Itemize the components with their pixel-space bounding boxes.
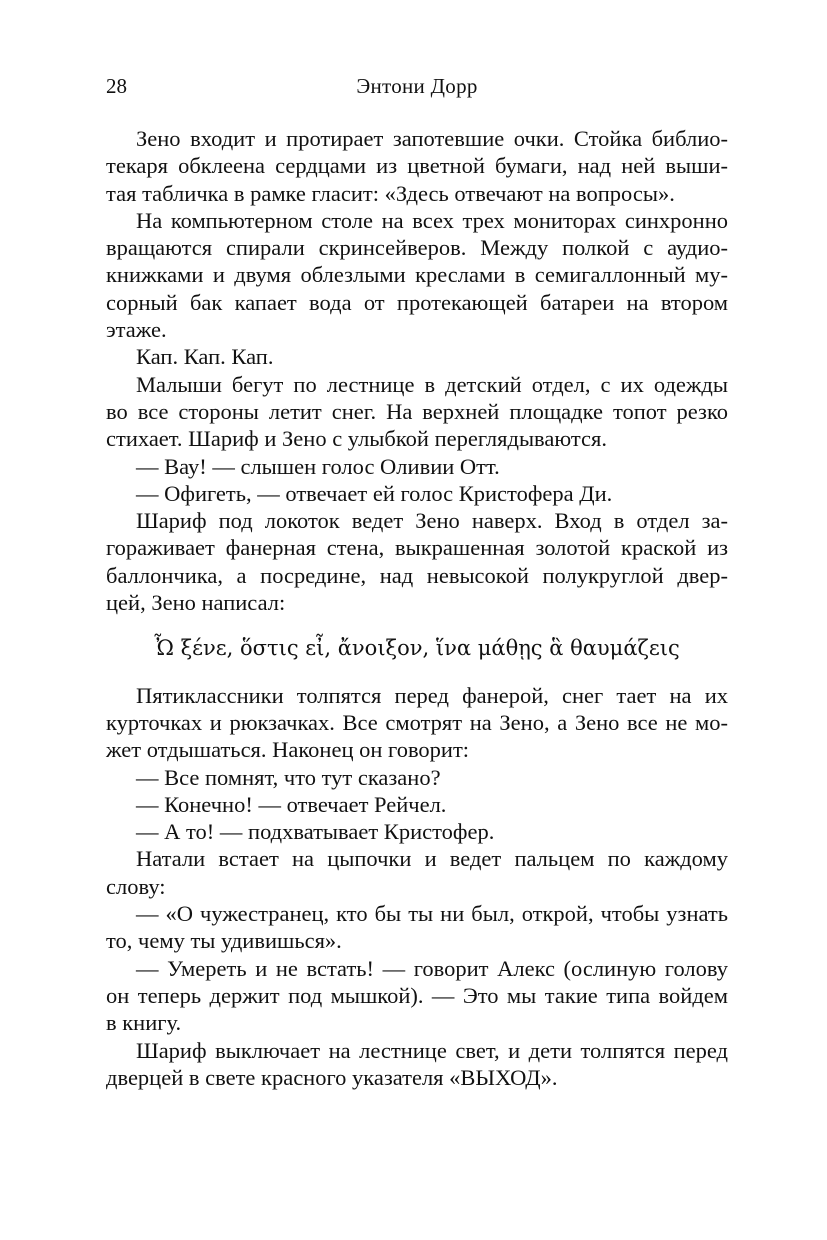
- text-line: вращаются спирали скринсейверов. Между полкой с аудио-: [106, 235, 728, 261]
- dialogue-line: то, чему ты удивишься».: [106, 928, 342, 954]
- text-line: книжками и двумя облезлыми креслами в семигаллонный му-: [106, 262, 728, 288]
- text-line: цей, Зено написал:: [106, 590, 286, 616]
- dialogue-line: — Умереть и не встать! — говорит Алекс (ослиную голову: [136, 955, 728, 981]
- dialogue-line: — «О чужестранец, кто бы ты ни был, открой, чтобы узнать: [136, 901, 728, 927]
- text-line: гораживает фанерная стена, выкрашенная золотой краской из: [106, 535, 728, 561]
- dialogue-line: — Все помнят, что тут сказано?: [136, 764, 441, 790]
- text-line: На компьютерном столе на всех трех мониторах синхронно: [136, 207, 728, 233]
- text-line: курточках и рюкзачках. Все смотрят на Зено, а Зено все не мо-: [106, 709, 728, 735]
- dialogue-line: — Конечно! — отвечает Рейчел.: [136, 791, 447, 817]
- text-line: этаже.: [106, 317, 167, 343]
- dialogue-line: в книгу.: [106, 1010, 182, 1036]
- dialogue-line: — Офигеть, — отвечает ей голос Кристофера Ди.: [136, 480, 613, 506]
- greek-inscription: Ὦ ξένε, ὅστις εἶ, ἄνοιξον, ἵνα μάθῃς ἃ θαυμάζεις: [154, 636, 680, 661]
- text-line: Пятиклассники толпятся перед фанерой, снег тает на их: [136, 682, 728, 708]
- text-line: баллончика, а посредине, над невысокой полукруглой двер-: [106, 562, 728, 588]
- body-text: [106, 125, 728, 1091]
- dialogue-line: — А то! — подхватывает Кристофер.: [136, 819, 495, 845]
- dialogue-line: — Вау! — слышен голос Оливии Отт.: [136, 453, 500, 479]
- text-line: во все стороны летит снег. На верхней площадке топот резко: [106, 398, 728, 424]
- page-header: [106, 70, 728, 102]
- text-line: Шариф под локоток ведет Зено наверх. Вход в отдел за-: [136, 508, 728, 534]
- text-line: сорный бак капает вода от протекающей батареи на втором: [106, 289, 728, 315]
- dialogue-line: он теперь держит под мышкой). — Это мы такие типа войдем: [106, 982, 728, 1008]
- text-line: Шариф выключает на лестнице свет, и дети толпятся перед: [136, 1037, 728, 1063]
- text-line: слову:: [106, 873, 166, 899]
- text-line: Зено входит и протирает запотевшие очки. Стойка библио-: [136, 126, 728, 151]
- text-line: тая табличка в рамке гласит: «Здесь отвечают на вопросы».: [106, 180, 675, 206]
- text-line: стихает. Шариф и Зено с улыбкой переглядываются.: [106, 426, 607, 452]
- text-line: жет отдышаться. Наконец он говорит:: [106, 737, 470, 763]
- text-line: Натали встает на цыпочки и ведет пальцем по каждому: [136, 846, 728, 872]
- text-line: текаря обклеена сердцами из цветной бумаги, над ней выши-: [106, 153, 728, 179]
- page-number: 28: [106, 74, 127, 98]
- text-line: Кап. Кап. Кап.: [136, 344, 274, 370]
- text-line: дверцей в свете красного указателя «ВЫХОД».: [106, 1064, 558, 1090]
- text-line: Малыши бегут по лестнице в детский отдел, с их одежды: [136, 371, 728, 397]
- running-title: Энтони Дорр: [356, 74, 478, 98]
